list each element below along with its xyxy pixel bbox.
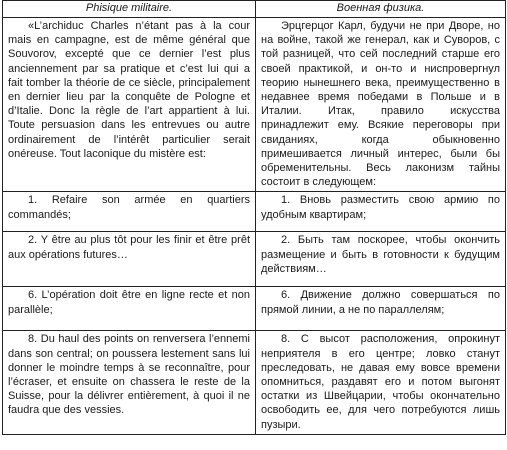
french-paragraph: 6. L’opération doit être en ligne recte et non parallèle;	[8, 289, 250, 316]
french-paragraph: 8. Du haul des points on renversera l’ennemi dans son central; on poussera lestement sans lui donner le moindre temps à se reconnaître, pour l’écraser, et ensuite on chassera le reste de la Suisse, pour la délivrer entièrement, à quoi il ne faudra que des vessies.	[8, 333, 250, 417]
french-paragraph: 2. Y être au plus tôt pour les finir et être prêt aux opérations futures…	[8, 234, 250, 261]
french-paragraph: 1. Refaire son armée en quartiers commandés;	[8, 194, 250, 221]
russian-paragraph: 1. Вновь разместить свою армию по удобным квартирам;	[261, 194, 500, 221]
russian-paragraph: 6. Движение должно совершаться по прямой линии, а не по параллелям;	[261, 289, 500, 316]
russian-paragraph: 2. Быть там поскорее, чтобы окончить размещение и быть в готовности к будущим действиям…	[261, 234, 500, 275]
french-cell	[3, 287, 256, 331]
header-row	[3, 1, 506, 18]
french-cell	[3, 18, 256, 192]
table-row-point-2	[3, 232, 506, 287]
french-cell	[3, 192, 256, 232]
french-paragraph: «L’archiduc Charles n’étant pas à la cour mais en campagne, est de même général que Souvorov, excepté que ce dernier l’est plus anciennement par sa pratique et c’est lui qui a fait tomber la théorie de ce siècle, principalement en dernier lieu par la conquête de Pologne et d’Italie. Donc la règle de l’art appartient à lui. Toute persuasion dans les entrevues ou autre ordinairement de l’intérêt particulier serait onéreuse. Tout laconique du mistère est:	[8, 20, 250, 160]
french-cell	[3, 331, 256, 434]
table-row-intro	[3, 18, 506, 192]
table-row-point-1	[3, 192, 506, 232]
russian-cell	[256, 232, 506, 287]
russian-cell	[256, 192, 506, 232]
russian-cell	[256, 287, 506, 331]
parallel-text-table	[2, 0, 506, 435]
french-column-header: Phisique militaire.	[3, 1, 256, 18]
russian-paragraph: Эрцгерцог Карл, будучи не при Дворе, но на войне, такой же генерал, как и Суворов, с той разницей, что сей последний старше его своей практикой, и он-то и ниспровергнул теорию нынешнего века, преимущественно в недавнее время победами в Польше и в Италии. Итак, правило искусства принадлежит ему. Всякие переговоры при свиданиях, когда обыкновенно примешивается личный интерес, были бы обременительны. Весь лаконизм тайны состоит в следующем:	[261, 20, 500, 189]
russian-cell	[256, 331, 506, 434]
table-row-point-6	[3, 287, 506, 331]
russian-cell	[256, 18, 506, 192]
table-row-point-8	[3, 331, 506, 434]
russian-column-header: Военная физика.	[256, 1, 506, 18]
french-cell	[3, 232, 256, 287]
russian-paragraph: 8. С высот расположения, опрокинут неприятеля в его центре; ловко станут преследовать, не давая ему вовсе времени опомниться, раздавят его и потом выгонят остатки из Швейцарии, чтобы окончательно освободить ее, для чего потребуются лишь пузыри.	[261, 333, 500, 431]
